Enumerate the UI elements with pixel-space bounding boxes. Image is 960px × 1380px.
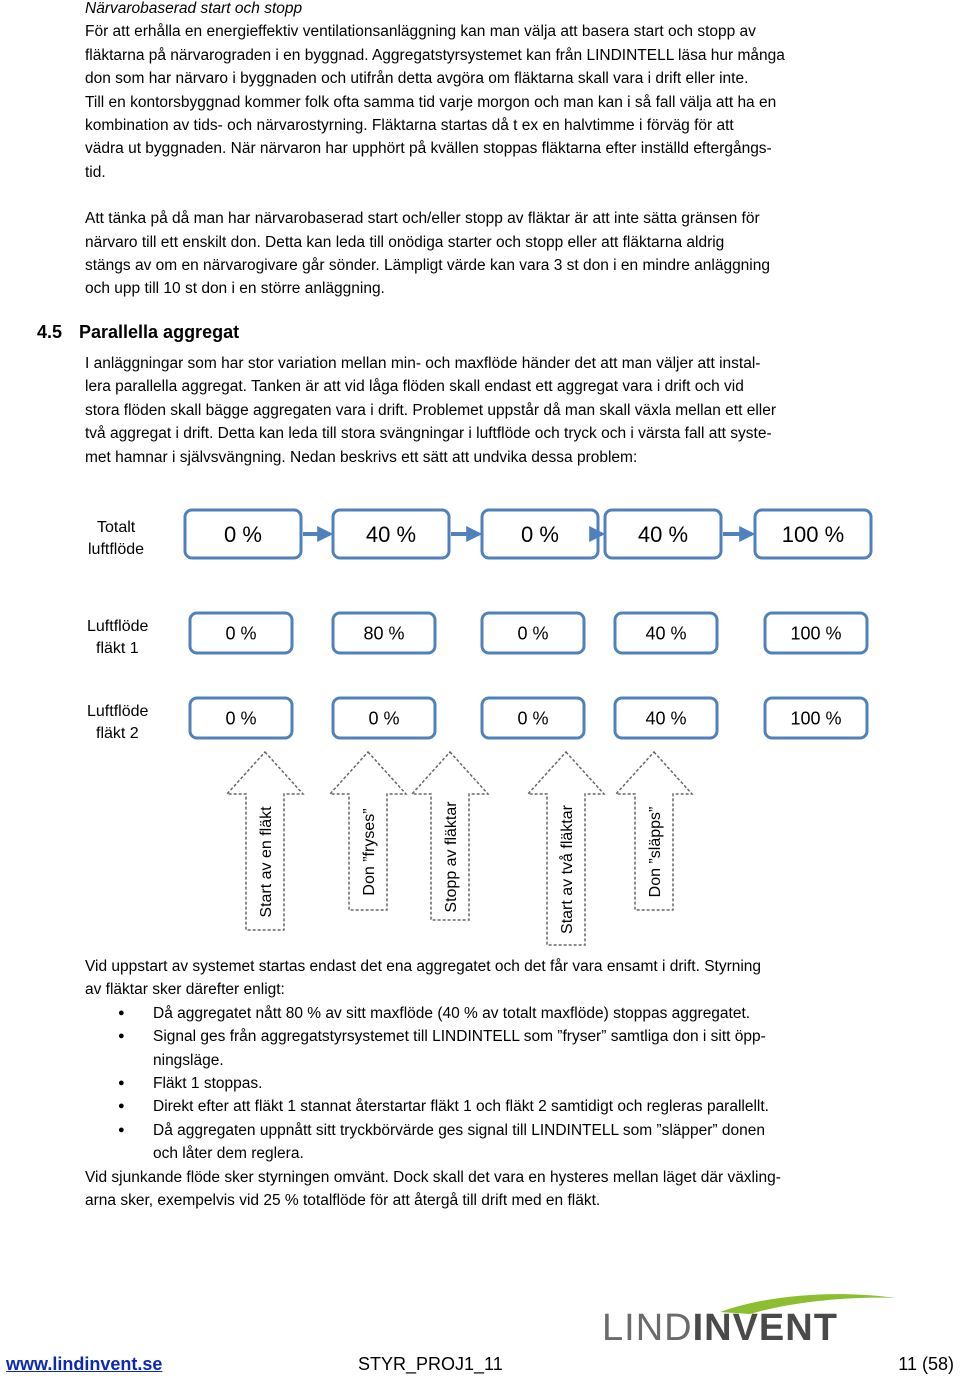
section-title: Parallella aggregat — [79, 322, 240, 342]
closing-line: arna sker, exempelvis vid 25 % totalflöde för att återgå till drift med en fläkt. — [85, 1192, 601, 1210]
arrow-label: Start av två fläktar — [559, 805, 576, 934]
step-item: ● Då aggregaten uppnått sitt tryckbörvärde ges signal till LINDINTELL som ”släpper” donen och låter dem reglera. — [85, 1119, 875, 1166]
intro-line: För att erhålla en energieffektiv ventilationsanläggning kan man välja att basera start och stopp av — [85, 23, 756, 41]
step-list — [85, 1002, 875, 1166]
row-label: fläkt 1 — [96, 640, 139, 657]
flow-value: 0 % — [517, 708, 549, 729]
lindinvent-logo — [600, 1290, 900, 1344]
row-label: luftflöde — [88, 541, 145, 558]
arrow-label: Stopp av fläktar — [443, 801, 460, 913]
flow-value: 40 % — [645, 708, 687, 729]
section-line: lera parallella aggregat. Tanken är att vid låga flöden skall endast ett aggregat vara i drift och vid — [85, 378, 744, 396]
step-item: ● Då aggregatet nått 80 % av sitt maxflöde (40 % av totalt maxflöde) stoppas aggregatet. — [85, 1002, 875, 1025]
intro-line: vädra ut byggnaden. När närvaron har upphört på kvällen stoppas fläktarna efter inställd eftergångs- — [85, 140, 772, 158]
row-label: Totalt — [97, 519, 136, 536]
section-number: 4.5 — [37, 322, 63, 342]
intro-heading: Närvarobaserad start och stopp — [85, 0, 303, 17]
intro-line: fläktarna på närvarograden i en byggnad. Aggregatstyrsystemet kan från LINDINTELL läsa hur många — [85, 46, 785, 64]
flow-value: 0 % — [368, 708, 400, 729]
section-line: I anläggningar som har stor variation mellan min- och maxflöde händer det att man väljer att instal- — [85, 355, 761, 372]
flow-value: 0 % — [517, 623, 549, 644]
parallel-flow-diagram — [0, 490, 960, 950]
flow-value: 80 % — [363, 623, 405, 644]
intro-line: don som har närvaro i byggnaden och utifrån detta avgöra om fläktarna skall vara i drift eller inte. — [85, 70, 749, 88]
intro-para2-line: stängs av om en närvarogivare går sönder. Lämpligt värde kan vara 3 st don i en mindre anläggning — [85, 257, 770, 275]
website-link[interactable]: www.lindinvent.se — [6, 1354, 163, 1374]
step-item: ● Signal ges från aggregatstyrsystemet till LINDINTELL som ”fryser” samtliga don i sitt öpp- ningsläge. — [85, 1025, 875, 1072]
step-item: ● Fläkt 1 stoppas. — [85, 1072, 875, 1095]
after-line: Vid uppstart av systemet startas endast det ena aggregatet och det får vara ensamt i drift. Styrning — [85, 958, 762, 975]
flow-value: 40 % — [365, 521, 417, 547]
section-line: stora flöden skall bägge aggregaten vara i drift. Problemet uppstår då man skall växla mellan ett eller — [85, 401, 776, 419]
after-line: av fläktar sker därefter enligt: — [85, 981, 285, 999]
flow-value: 100 % — [781, 521, 845, 547]
intro-para2-line: och upp till 10 st don i en större anläggning. — [85, 280, 385, 298]
flow-value: 0 % — [225, 623, 257, 644]
svg-text:LINDINVENT — [602, 1307, 838, 1344]
section-body — [85, 352, 875, 469]
intro-line: tid. — [85, 163, 106, 181]
flow-value: 0 % — [225, 708, 257, 729]
row-label: Luftflöde — [87, 618, 149, 635]
logo-text-light: LIND — [602, 1307, 693, 1344]
page-number: 11 (58) — [898, 1354, 954, 1374]
section-heading — [37, 322, 239, 343]
logo-text-bold: INVENT — [692, 1307, 838, 1344]
flow-value: 40 % — [637, 521, 689, 547]
flow-value: 100 % — [790, 623, 842, 644]
flow-value: 100 % — [790, 708, 842, 729]
flow-value: 0 % — [224, 521, 262, 547]
arrow-label: Don ”fryses” — [361, 808, 378, 896]
section-line: met hamnar i självsvängning. Nedan beskrivs ett sätt att undvika dessa problem: — [85, 448, 638, 466]
arrow-label: Start av en fläkt — [258, 806, 275, 918]
after-section — [85, 955, 875, 1212]
intro-line: kombination av tids- och närvarostyrning. Fläktarna startas då t ex en halvtimme i förväg för att — [85, 117, 734, 135]
flow-value: 0 % — [521, 521, 559, 547]
document-id: STYR_PROJ1_11 — [358, 1354, 503, 1374]
intro-para2-line: närvaro till ett enskilt don. Detta kan leda till onödiga starter och stopp eller att fläktarna aldrig — [85, 233, 725, 251]
row-label: fläkt 2 — [96, 725, 139, 742]
arrow-label: Don ”släpps” — [647, 806, 664, 898]
page-footer — [0, 1354, 960, 1378]
intro-line: Till en kontorsbyggnad kommer folk ofta samma tid varje morgon och man kan i så fall välja att ha en — [85, 93, 777, 111]
intro-section — [85, 0, 875, 301]
row-label: Luftflöde — [87, 703, 149, 720]
section-line: två aggregat i drift. Detta kan leda till stora svängningar i luftflöde och tryck och i värsta fall att syste- — [85, 425, 772, 443]
intro-para2-line: Att tänka på då man har närvarobaserad start och/eller stopp av fläktar är att inte sätta gränsen för — [85, 210, 760, 228]
step-item: ● Direkt efter att fläkt 1 stannat återstartar fläkt 1 och fläkt 2 samtidigt och regleras parallellt. — [85, 1095, 875, 1118]
flow-value: 40 % — [645, 623, 687, 644]
closing-line: Vid sjunkande flöde sker styrningen omvänt. Dock skall det vara en hysteres mellan läget där växling- — [85, 1168, 781, 1186]
